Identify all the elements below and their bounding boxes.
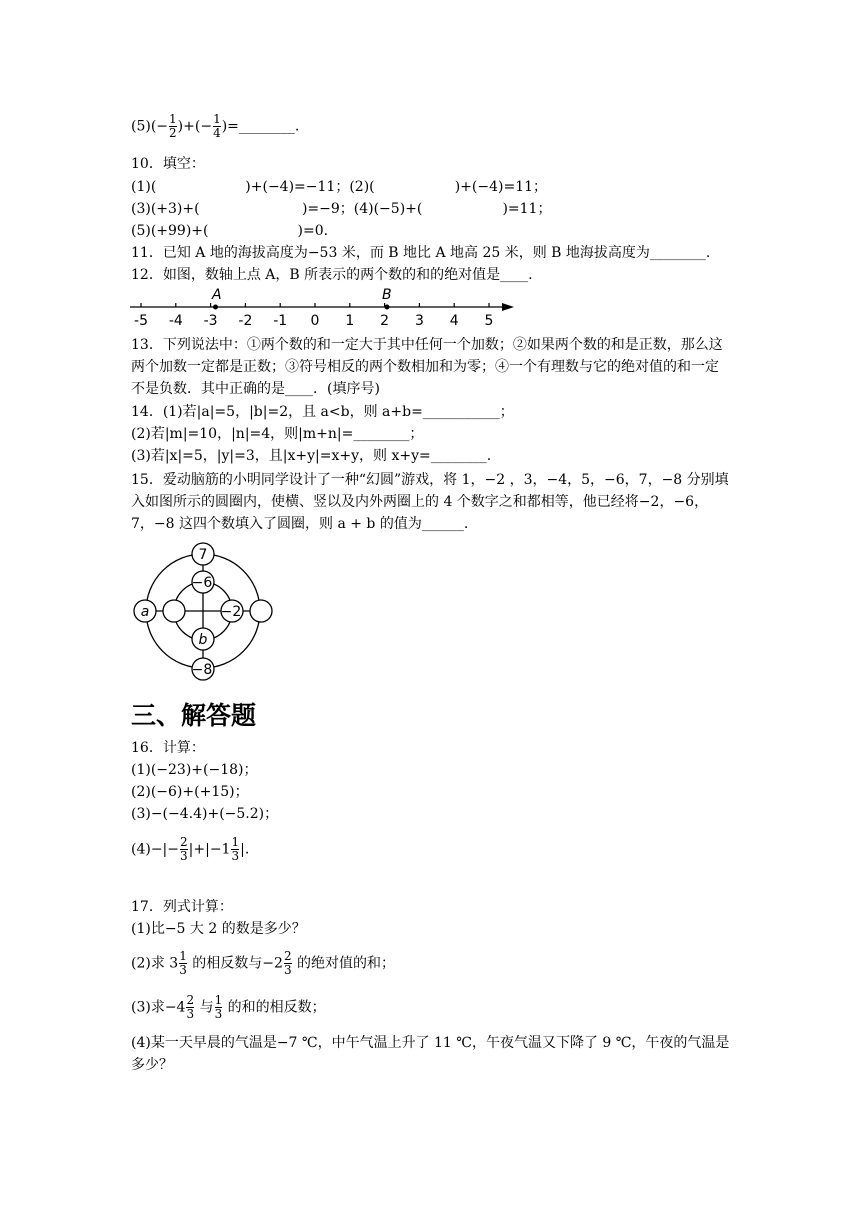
q17-title: 17．列式计算： bbox=[131, 899, 233, 915]
fraction: $\frac{1}{3}$ bbox=[179, 949, 187, 977]
fraction: $\frac{1}{4}$ bbox=[213, 112, 221, 140]
node-inner-top-value: −6 bbox=[191, 575, 213, 591]
q16-item-4: (4)−|− $\frac{2}{3}$ |+|−1 $\frac{1}{3}$ |. bbox=[131, 835, 250, 863]
number-line-tick-label: 4 bbox=[449, 313, 459, 329]
magic-circle-figure bbox=[130, 541, 276, 682]
number-line-tick-label: -2 bbox=[238, 313, 253, 329]
q17-item-1: (1)比−5 大 2 的数是多少？ bbox=[131, 921, 306, 937]
fraction: $\frac{2}{3}$ bbox=[283, 949, 292, 977]
q16-item-3: (3)−(−4.4)+(−5.2)； bbox=[131, 806, 279, 822]
q14-line-3: (3)若|x|=5，|y|=3，且|x+y|=x+y，则 x+y=________. bbox=[131, 448, 492, 464]
fraction: $\frac{2}{3}$ bbox=[180, 835, 188, 863]
number-line-tick-label: 3 bbox=[414, 313, 424, 329]
node-inner-left bbox=[163, 600, 185, 622]
q9-item-5: (5)(− $\frac{1}{2}$ )+(− $\frac{1}{4}$ )=________. bbox=[131, 112, 300, 140]
node-inner-bottom-value: b bbox=[198, 632, 208, 648]
q14-line-1: 14．(1)若|a|=5，|b|=2，且 a<b，则 a+b=___________； bbox=[131, 404, 514, 420]
q17-item-4: (4)某一天早晨的气温是−7 ℃，中午气温上升了 11 ℃，午夜气温又下降了 9 ℃，午夜的气温是多少？ bbox=[131, 1035, 730, 1073]
fraction: $\frac{2}{3}$ bbox=[186, 993, 195, 1021]
q10-line-1: (1)( )+(−4)=−11；(2)( )+(−4)=11； bbox=[131, 179, 548, 195]
fraction: $\frac{1}{2}$ bbox=[169, 112, 177, 140]
q10-line-2: (3)(+3)+( )=−9；(4)(−5)+( )=11； bbox=[131, 201, 552, 217]
number-line-tick-label: 2 bbox=[380, 313, 390, 329]
number-line-tick-label: 0 bbox=[310, 313, 320, 329]
node-right bbox=[250, 600, 272, 622]
point-a bbox=[213, 305, 218, 310]
number-line-tick-label: -1 bbox=[273, 313, 288, 329]
point-b bbox=[385, 305, 390, 310]
q15-text: 15．爱动脑筋的小明同学设计了一种“幻圆”游戏，将 1，−2 ，3，−4，5，−6，7，−8 分别填入如图所示的圆圈内，使横、竖以及内外两圈上的 4 个数字之和都相等，他已经将−2，−6，7，−8 这四个数填入了圆圈，则 a + b 的值为______. bbox=[131, 472, 729, 532]
q10-line-3: (5)(+99)+( )=0. bbox=[131, 223, 329, 239]
number-line-tick-label: 5 bbox=[484, 313, 494, 329]
q16-item-1: (1)(−23)+(−18)； bbox=[131, 762, 258, 778]
q16-title: 16．计算： bbox=[131, 740, 205, 756]
q17-item-2: (2)求 3 $\frac{1}{3}$ 的相反数与−2 $\frac{2}{3}$ 的绝对值的和； bbox=[131, 949, 396, 977]
node-top-value: 7 bbox=[198, 547, 208, 563]
fraction: $\frac{1}{3}$ bbox=[214, 993, 223, 1021]
number-line-tick-label: -4 bbox=[168, 313, 183, 329]
number-line-tick-label: 1 bbox=[345, 313, 355, 329]
q10-title: 10．填空： bbox=[131, 156, 205, 172]
q16-item-2: (2)(−6)+(+15)； bbox=[131, 784, 249, 800]
q11-text: 11．已知 A 地的海拔高度为−53 米，而 B 地比 A 地高 25 米，则 B 地海拔高度为________. bbox=[131, 245, 711, 261]
point-b-label: B bbox=[382, 287, 392, 303]
node-inner-right-value: −2 bbox=[220, 604, 242, 620]
fraction: $\frac{1}{3}$ bbox=[231, 835, 240, 863]
point-a-label: A bbox=[212, 287, 222, 303]
q12-text: 12．如图，数轴上点 A，B 所表示的两个数的和的绝对值是____. bbox=[131, 267, 533, 283]
q17-item-3: (3)求−4 $\frac{2}{3}$ 与 $\frac{1}{3}$ 的和的相反数； bbox=[131, 993, 326, 1021]
node-left-value: a bbox=[140, 604, 150, 620]
q14-line-2: (2)若|m|=10，|n|=4，则|m+n|=________； bbox=[131, 426, 424, 442]
q13-text: 13．下列说法中：①两个数的和一定大于其中任何一个加数；②如果两个数的和是正数，那么这两个加数一定都是正数；③符号相反的两个数相加和为零；④一个有理数与它的绝对值的和一定不是负数．其中正确的是____．(填序号) bbox=[131, 337, 723, 397]
node-bottom-value: −8 bbox=[191, 662, 213, 678]
number-line-figure bbox=[126, 284, 521, 332]
section-heading: 三、解答题 bbox=[131, 701, 257, 730]
number-line-tick-label: -5 bbox=[134, 313, 148, 329]
number-line-tick-label: -3 bbox=[203, 313, 218, 329]
